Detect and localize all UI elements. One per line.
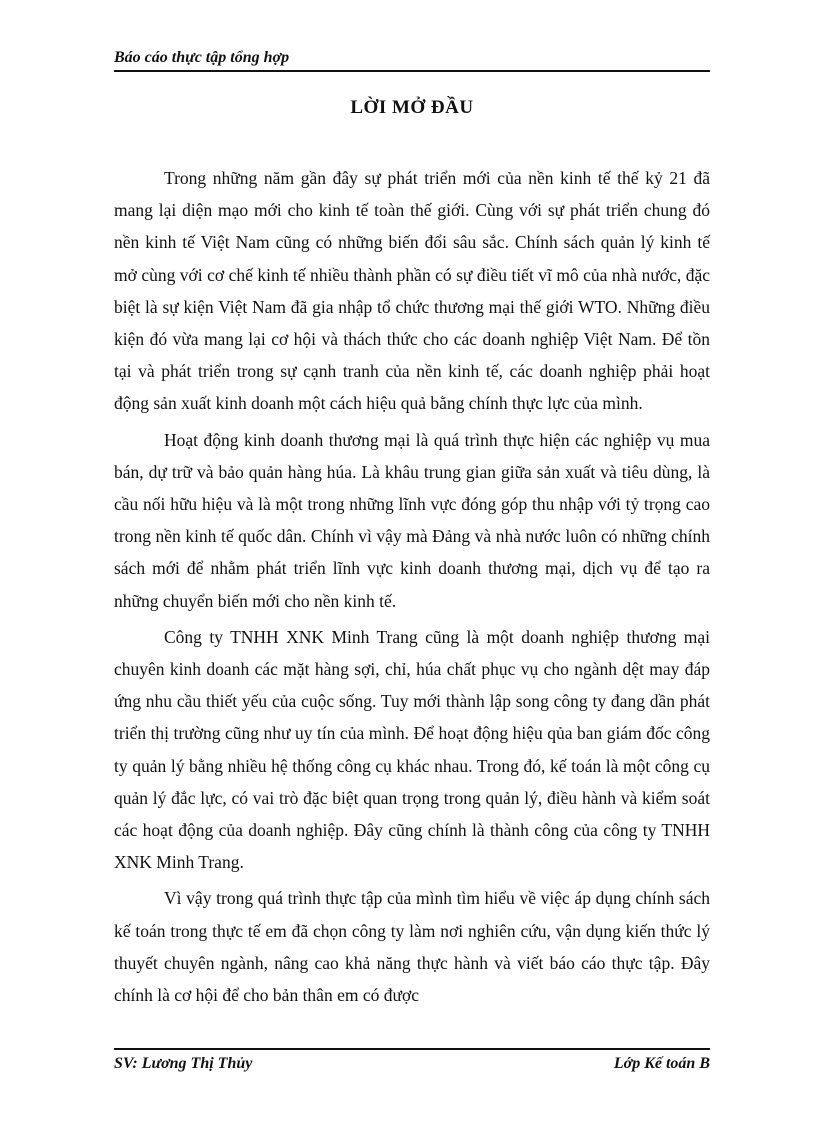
paragraph-4: Vì vậy trong quá trình thực tập của mình tìm hiểu về việc áp dụng chính sách kế toán trong thực tế em đã chọn công ty làm nơi nghiên cứu, vận dụng kiến thức lý thuyết chuyên ngành, nâng cao khả năng thực hành và viết báo cáo thực tập. Đây chính là cơ hội để cho bản thân em có được	[114, 888, 710, 1006]
header-divider	[114, 70, 710, 72]
body-text	[114, 162, 710, 1015]
footer-class-name: Lớp Kế toán B	[613, 1055, 710, 1072]
page-title: LỜI MỞ ĐẦU	[350, 97, 474, 118]
page-header	[114, 48, 710, 72]
header-text: Báo cáo thực tập tổng hợp	[114, 49, 290, 66]
paragraph-2: Hoạt động kinh doanh thương mại là quá trình thực hiện các nghiệp vụ mua bán, dự trữ và bảo quản hàng húa. Là khâu trung gian giữa sản xuất và tiêu dùng, là cầu nối hữu hiệu và là một trong những lĩnh vực đóng góp thu nhập với tỷ trọng cao trong nền kinh tế quốc dân. Chính vì vậy mà Đảng và nhà nước luôn có những chính sách mới để nhằm phát triển lĩnh vực kinh doanh thương mại, dịch vụ để tạo ra những chuyển biến mới cho nền kinh tế.	[114, 429, 710, 611]
footer-divider	[114, 1048, 710, 1050]
page-footer	[114, 1048, 710, 1072]
footer-student-name: SV: Lương Thị Thủy	[114, 1055, 253, 1072]
paragraph-1: Trong những năm gần đây sự phát triển mới của nền kinh tế thế kỷ 21 đã mang lại diện mạo mới cho kinh tế toàn thế giới. Cùng với sự phát triển chung đó nền kinh tế Việt Nam cũng có những biến đổi sâu sắc. Chính sách quản lý kinh tế mở cùng với cơ chế kinh tế nhiều thành phần có sự điều tiết vĩ mô của nhà nước, đặc biệt là sự kiện Việt Nam đã gia nhập tổ chức thương mại thế giới WTO. Những điều kiện đó vừa mang lại cơ hội và thách thức cho các doanh nghiệp Việt Nam. Để tồn tại và phát triển trong sự cạnh tranh của nền kinh tế, các doanh nghiệp phải hoạt động sản xuất kinh doanh một cách hiệu quả bằng chính thực lực của mình.	[114, 168, 710, 414]
paragraph-3: Công ty TNHH XNK Minh Trang cũng là một doanh nghiệp thương mại chuyên kinh doanh các mặt hàng sợi, chỉ, húa chất phục vụ cho ngành dệt may đáp ứng nhu cầu thiết yếu của cuộc sống. Tuy mới thành lập song công ty đang dần phát triển thị trường cũng như uy tín của mình. Để hoạt động hiệu qủa ban giám đốc công ty quản lý bằng nhiều hệ thống công cụ khác nhau. Trong đó, kế toán là một công cụ quản lý đắc lực, có vai trò đặc biệt quan trọng trong quản lý, điều hành và kiểm soát các hoạt động của doanh nghiệp. Đây cũng chính là thành công của công ty TNHH XNK Minh Trang.	[114, 626, 710, 873]
